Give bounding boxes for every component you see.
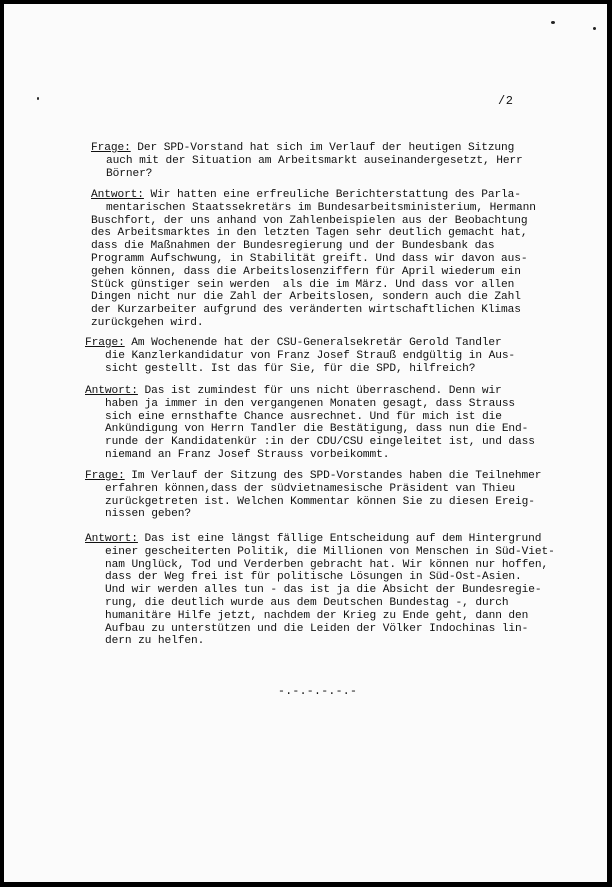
text-line xyxy=(85,470,585,483)
text-line: nissen geben? xyxy=(105,508,191,521)
text-line: mentarischen Staatssekretärs im Bundesarbeitsministerium, Hermann xyxy=(106,201,536,214)
text-line: der Kurzarbeiter aufgrund des veränderten wirtschaftlichen Klimas xyxy=(91,304,521,317)
text-line: dass die Maßnahmen der Bundesregierung und der Bundesbank das xyxy=(91,240,495,253)
question-label: Frage: xyxy=(85,470,125,482)
text-line: rung, die deutlich wurde aus dem Deutschen Bundestag -, durch xyxy=(105,596,509,609)
text-line: Dingen nicht nur die Zahl der Arbeitslosen, sondern auch die Zahl xyxy=(91,291,521,304)
text-line: sicht gestellt. Ist das für Sie, für die SPD, hilfreich? xyxy=(105,362,476,375)
line-text: Das ist eine längst fällige Entscheidung auf dem Hintergrund xyxy=(137,533,542,545)
question-label: Frage: xyxy=(91,142,131,154)
text-line: zurückgetreten ist. Welchen Kommentar können Sie zu diesen Ereig- xyxy=(105,495,535,508)
text-line xyxy=(91,142,591,155)
end-of-text-marker: -.-.-.-.-.- xyxy=(278,685,358,698)
text-line: nam Unglück, Tod und Verderben gebracht hat. Wir können nur hoffen, xyxy=(105,558,549,571)
text-line: dern zu helfen. xyxy=(105,635,205,648)
answer-label: Antwort: xyxy=(91,189,144,201)
text-line: Programm Aufschwung, in Stabilität greift. Und dass wir davon aus- xyxy=(91,252,528,265)
text-line: humanitäre Hilfe jetzt, nachdem der Krieg zu Ende geht, dann den xyxy=(105,609,529,622)
text-line: niemand an Franz Josef Strauss vorbeikommt. xyxy=(105,448,390,461)
answer-label: Antwort: xyxy=(85,533,138,545)
text-line: runde der Kandidatenkür :in der CDU/CSU eingeleitet ist, und dass xyxy=(105,436,535,449)
text-line: Aufbau zu unterstützen und die Leiden der Völker Indochinas lin- xyxy=(105,622,529,635)
text-line: Und wir werden alles tun - das ist ja die Absicht der Bundesregie- xyxy=(105,584,542,597)
scan-speck xyxy=(593,27,596,30)
text-line: zurückgehen wird. xyxy=(91,316,204,329)
text-line xyxy=(85,385,585,398)
text-line: sich eine ernsthafte Chance ausrechnet. Und für mich ist die xyxy=(105,410,502,423)
text-line: Börner? xyxy=(106,167,153,180)
text-line: auch mit der Situation am Arbeitsmarkt auseinandergesetzt, Herr xyxy=(106,154,523,167)
answer-block xyxy=(91,189,591,330)
text-line: gehen können, dass die Arbeitslosenziffern für April wiederum ein xyxy=(91,265,521,278)
line-text: Im Verlauf der Sitzung des SPD-Vorstandes haben die Teilnehmer xyxy=(124,470,542,482)
answer-block xyxy=(85,385,585,462)
answer-block xyxy=(85,533,585,648)
text-line: einer gescheiterten Politik, die Millionen von Menschen in Süd-Viet- xyxy=(105,545,555,558)
text-line xyxy=(85,533,585,546)
text-line xyxy=(91,189,591,202)
text-line: Stück günstiger sein werden als die im März. Und dass vor allen xyxy=(91,278,515,291)
question-block xyxy=(91,142,591,180)
text-line: Buschfort, der uns anhand von Zahlenbeispielen aus der Beobachtung xyxy=(91,214,528,227)
line-text: Das ist zumindest für uns nicht überraschend. Denn wir xyxy=(137,385,502,397)
scan-speck xyxy=(551,21,555,24)
question-block xyxy=(85,337,585,375)
text-line: die Kanzlerkandidatur von Franz Josef Strauß endgültig in Aus- xyxy=(105,349,516,362)
text-line: dass der Weg frei ist für politische Lösungen in Süd-Ost-Asien. xyxy=(105,571,522,584)
answer-label: Antwort: xyxy=(85,385,138,397)
scan-speck xyxy=(37,97,39,100)
line-text: Am Wochenende hat der CSU-Generalsekretär Gerold Tandler xyxy=(124,337,502,349)
text-line: des Arbeitsmarktes in den letzten Tagen sehr deutlich gemacht hat, xyxy=(91,227,528,240)
question-label: Frage: xyxy=(85,337,125,349)
page-number: /2 xyxy=(498,94,514,108)
text-line: Ankündigung von Herrn Tandler die Bestätigung, dass nun die End- xyxy=(105,423,529,436)
text-line: haben ja immer in den vergangenen Monaten gesagt, dass Strauss xyxy=(105,397,516,410)
question-block xyxy=(85,470,585,521)
line-text: Der SPD-Vorstand hat sich im Verlauf der heutigen Sitzung xyxy=(130,142,515,154)
line-text: Wir hatten eine erfreuliche Berichterstattung des Parla- xyxy=(143,189,521,201)
text-line xyxy=(85,337,585,350)
text-line: erfahren können,dass der südvietnamesische Präsident van Thieu xyxy=(105,482,516,495)
